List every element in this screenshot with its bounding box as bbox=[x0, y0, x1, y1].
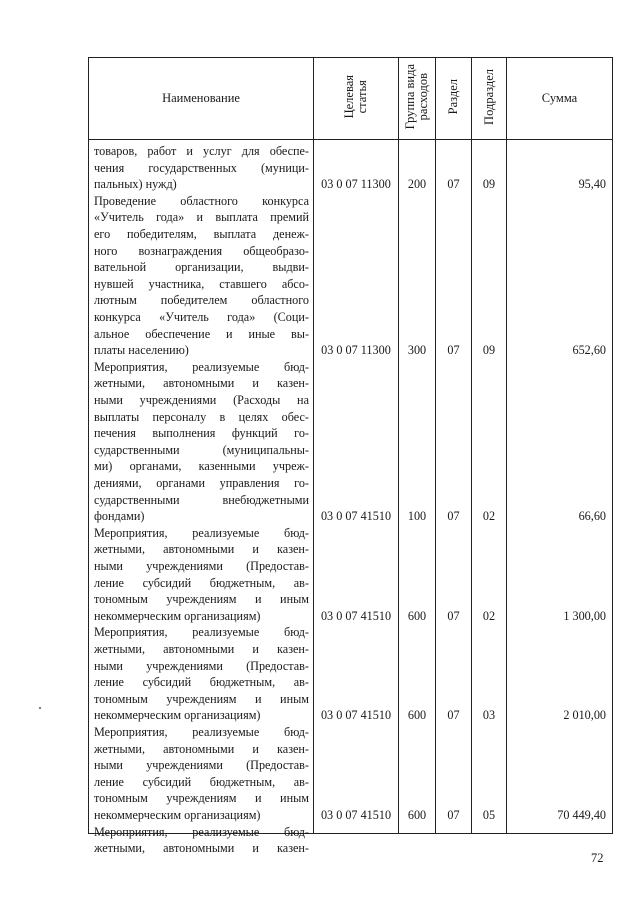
sum-cell: 1 300,00 bbox=[563, 608, 606, 623]
name-text-line: тономным учреждениям и иным bbox=[94, 791, 309, 806]
header-subsection bbox=[472, 58, 507, 140]
name-text-line: ление субсидий бюджетным, ав- bbox=[94, 774, 309, 789]
header-group-label: Группа вида расходов bbox=[403, 63, 430, 130]
subsection-code-cell: 02 bbox=[482, 509, 496, 524]
group-code-cell: 600 bbox=[407, 608, 427, 623]
name-text-line: ление субсидий бюджетным, ав- bbox=[94, 575, 309, 590]
header-target-label: Целевая статья bbox=[342, 74, 369, 119]
name-text-line: товаров, работ и услуг для обеспе- bbox=[94, 144, 309, 158]
name-text-line: ными учреждениями (Предостав- bbox=[94, 559, 309, 573]
name-text-line: ного вознаграждения общеобразо- bbox=[94, 243, 309, 258]
target-code-cell: 03 0 07 11300 bbox=[321, 177, 391, 192]
sum-cell: 95,40 bbox=[578, 177, 606, 192]
name-text-line: его победителям, выплата денеж- bbox=[94, 227, 309, 241]
section-code-cell: 07 bbox=[447, 608, 460, 623]
sum-cell: 2 010,00 bbox=[563, 708, 606, 723]
name-column bbox=[89, 140, 314, 856]
header-sum: Сумма bbox=[507, 58, 613, 140]
name-text-line: нувшей участника, ставшего абсо- bbox=[94, 276, 309, 291]
name-text-line: альное обеспечение и иные вы- bbox=[94, 326, 309, 341]
header-name: Наименование bbox=[89, 58, 314, 140]
name-text-line: жетными, автономными и казен- bbox=[94, 642, 309, 656]
name-text-line: фондами) bbox=[94, 509, 145, 524]
name-text-line: лютным победителем областного bbox=[94, 293, 309, 308]
name-text-line: ными учреждениями (Расходы на bbox=[94, 393, 309, 407]
name-text-line: тономным учреждениям и иным bbox=[94, 592, 309, 607]
name-text-line: некоммерческим организациям) bbox=[94, 708, 261, 723]
name-text-line: Мероприятия, реализуемые бюд- bbox=[94, 725, 309, 739]
section-code-cell: 07 bbox=[447, 343, 460, 358]
target-code-cell: 03 0 07 41510 bbox=[320, 708, 392, 723]
name-text-line: платы населению) bbox=[94, 343, 189, 358]
target-code-cell: 03 0 07 41510 bbox=[320, 608, 392, 623]
subsection-code-cell: 02 bbox=[482, 608, 496, 623]
name-text-line: Проведение областного конкурса bbox=[94, 193, 309, 208]
subsection-code-cell: 03 bbox=[482, 708, 496, 723]
name-text-line: некоммерческим организациям) bbox=[94, 608, 261, 623]
target-code-cell: 03 0 07 41510 bbox=[320, 509, 392, 524]
name-text-line: жетными, автономными и казен- bbox=[94, 376, 309, 391]
subsection-code-cell: 09 bbox=[482, 343, 496, 358]
scan-speck bbox=[39, 707, 41, 709]
header-target bbox=[314, 58, 399, 140]
name-text-line: ными учреждениями (Предостав- bbox=[94, 758, 309, 773]
name-text-line: ми) органами, казенными учреж- bbox=[94, 459, 309, 474]
name-text-line: Мероприятия, реализуемые бюд- bbox=[94, 359, 309, 374]
group-code-cell: 200 bbox=[407, 177, 427, 192]
name-text-line: чения государственных (муници- bbox=[94, 160, 309, 175]
name-text-line: вательной организации, выдви- bbox=[94, 260, 309, 275]
group-code-cell: 100 bbox=[407, 509, 427, 524]
group-column bbox=[399, 140, 436, 834]
budget-table bbox=[88, 57, 613, 856]
section-code-cell: 07 bbox=[447, 177, 460, 192]
name-text-line: печения выполнения функций го- bbox=[94, 426, 309, 441]
header-section bbox=[436, 58, 472, 140]
group-code-cell: 600 bbox=[407, 808, 427, 822]
name-text-line: Мероприятия, реализуемые бюд- bbox=[94, 824, 309, 839]
subsection-column bbox=[472, 140, 507, 834]
sum-cell: 66,60 bbox=[578, 509, 606, 524]
name-text-line: выплаты персоналу в целях обес- bbox=[94, 409, 309, 424]
name-text-line: жетными, автономными и казен- bbox=[94, 841, 309, 856]
sum-column bbox=[507, 140, 613, 834]
table-header-row bbox=[89, 58, 613, 140]
name-text-line: сударственными внебюджетными bbox=[94, 492, 309, 507]
group-code-cell: 600 bbox=[407, 708, 427, 723]
table-body-row bbox=[89, 140, 613, 834]
name-text-line: жетными, автономными и казен- bbox=[94, 741, 309, 756]
subsection-code-cell: 05 bbox=[482, 808, 496, 822]
name-text-line: ными учреждениями (Предостав- bbox=[94, 658, 309, 673]
name-text-line: ление субсидий бюджетным, ав- bbox=[94, 675, 309, 690]
section-code-cell: 07 bbox=[447, 708, 460, 723]
name-text-line: дениями, органами управления го- bbox=[94, 476, 309, 490]
name-text-line: «Учитель года» и выплата премий bbox=[94, 210, 309, 225]
target-code-cell: 03 0 07 41510 bbox=[320, 808, 392, 822]
subsection-code-cell: 09 bbox=[482, 177, 496, 192]
name-text-line: Мероприятия, реализуемые бюд- bbox=[94, 525, 309, 540]
name-text-line: Мероприятия, реализуемые бюд- bbox=[94, 625, 309, 640]
page-number: 72 bbox=[591, 851, 604, 865]
target-code-cell: 03 0 07 11300 bbox=[321, 343, 391, 358]
section-code-cell: 07 bbox=[447, 509, 460, 524]
sum-cell: 70 449,40 bbox=[557, 808, 606, 822]
section-column bbox=[436, 140, 472, 834]
name-text-line: сударственными (муниципальны- bbox=[94, 442, 309, 457]
target-column bbox=[314, 140, 399, 834]
name-text-line: тономным учреждениям и иным bbox=[94, 691, 309, 706]
section-code-cell: 07 bbox=[447, 808, 460, 822]
name-text-line: жетными, автономными и казен- bbox=[94, 542, 309, 557]
name-text-line: некоммерческим организациям) bbox=[94, 808, 261, 822]
header-subsection-label: Подраздел bbox=[481, 68, 496, 125]
name-text-line: конкурса «Учитель года» (Соци- bbox=[94, 310, 309, 324]
group-code-cell: 300 bbox=[407, 343, 427, 358]
header-section-label: Раздел bbox=[446, 78, 460, 115]
header-group bbox=[399, 58, 436, 140]
sum-cell: 652,60 bbox=[572, 343, 606, 358]
name-text-line: пальных) нужд) bbox=[94, 177, 177, 192]
